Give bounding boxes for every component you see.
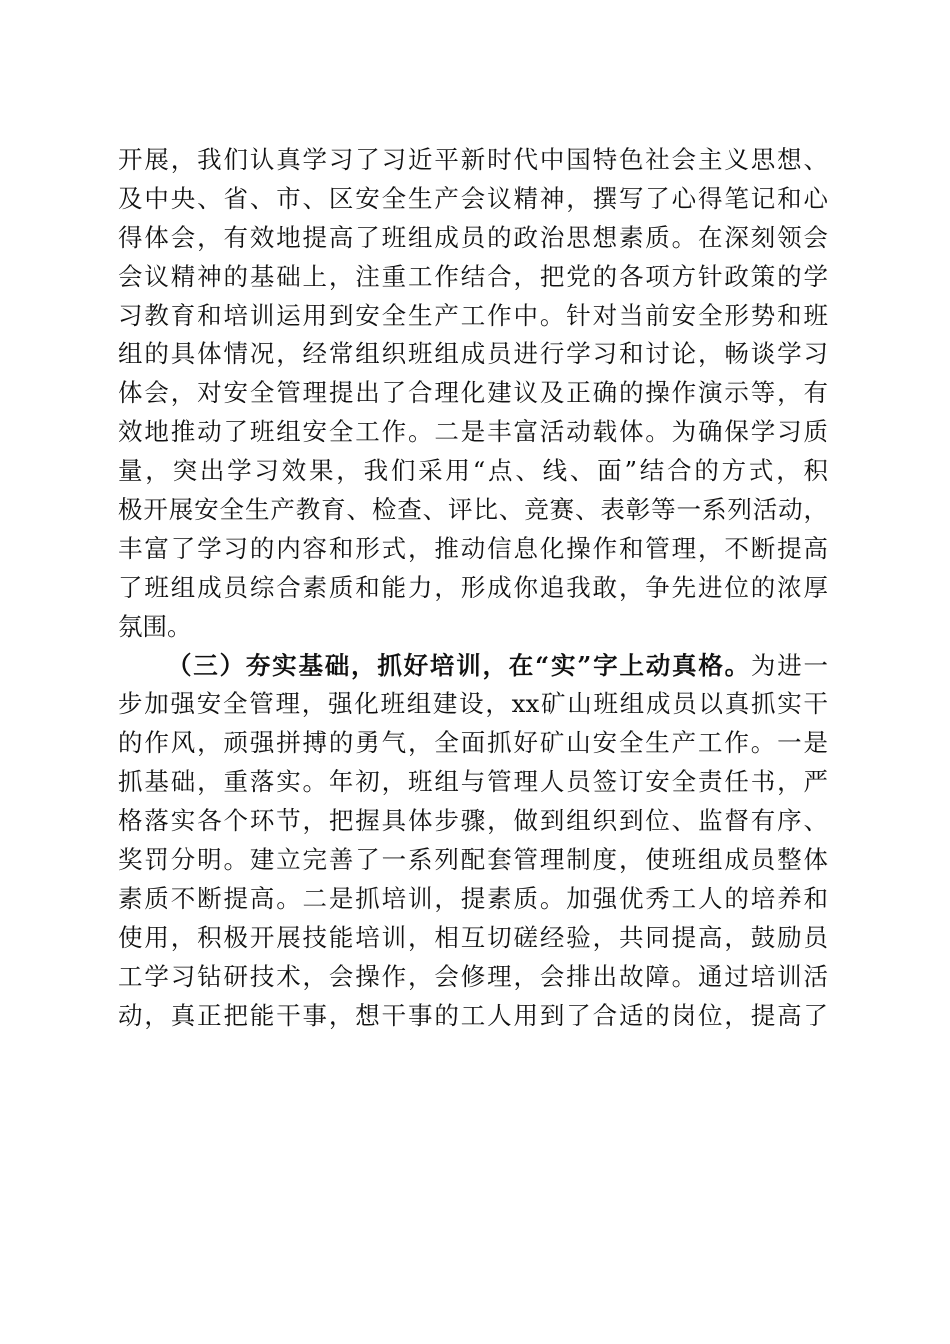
paragraph-line: 效地推动了班组安全工作。二是丰富活动载体。为确保学习质 [118, 417, 828, 447]
paragraph-line: 步加强安全管理，强化班组建设，xx矿山班组成员以真抓实干 [118, 689, 828, 719]
document-body [118, 141, 828, 1035]
paragraph-line: 奖罚分明。建立完善了一系列配套管理制度，使班组成员整体 [118, 845, 828, 875]
paragraph-line: 及中央、省、市、区安全生产会议精神，撰写了心得笔记和心 [118, 183, 828, 213]
paragraph-line: 丰富了学习的内容和形式，推动信息化操作和管理，不断提高 [118, 533, 828, 563]
paragraph-line: 使用，积极开展技能培训，相互切磋经验，共同提高，鼓励员 [118, 922, 828, 952]
paragraph-line: 组的具体情况，经常组织班组成员进行学习和讨论，畅谈学习 [118, 339, 828, 369]
paragraph-line: 格落实各个环节，把握具体步骤，做到组织到位、监督有序、 [118, 806, 828, 836]
paragraph-line: 体会，对安全管理提出了合理化建议及正确的操作演示等，有 [118, 378, 828, 408]
paragraph-line: 素质不断提高。二是抓培训，提素质。加强优秀工人的培养和 [118, 883, 828, 913]
section-3-first-line-text: 为进一 [750, 650, 829, 680]
paragraph-line: 习教育和培训运用到安全生产工作中。针对当前安全形势和班 [118, 300, 828, 330]
paragraph-line: 量，突出学习效果，我们采用“点、线、面”结合的方式，积 [118, 456, 828, 486]
paragraph-line: 得体会，有效地提高了班组成员的政治思想素质。在深刻领会 [118, 222, 828, 252]
paragraph-line: 的作风，顽强拼搏的勇气，全面抓好矿山安全生产工作。一是 [118, 728, 828, 758]
paragraph-line: 了班组成员综合素质和能力，形成你追我敢，争先进位的浓厚 [118, 572, 828, 602]
paragraph-line: 工学习钻研技术，会操作，会修理，会排出故障。通过培训活 [118, 961, 828, 991]
paragraph-line: 会议精神的基础上，注重工作结合，把党的各项方针政策的学 [118, 261, 828, 291]
section-3-first-line [118, 647, 828, 686]
paragraph-line: 氛围。 [118, 611, 192, 641]
section-3-heading: （三）夯实基础，抓好培训，在“实”字上动真格。 [167, 650, 751, 680]
paragraph-line: 开展，我们认真学习了习近平新时代中国特色社会主义思想、 [118, 145, 828, 174]
paragraph-line: 极开展安全生产教育、检查、评比、竞赛、表彰等一系列活动， [118, 495, 828, 525]
paragraph-line: 动，真正把能干事，想干事的工人用到了合适的岗位，提高了 [118, 1000, 828, 1030]
paragraph-line: 抓基础，重落实。年初，班组与管理人员签订安全责任书，严 [118, 767, 828, 797]
